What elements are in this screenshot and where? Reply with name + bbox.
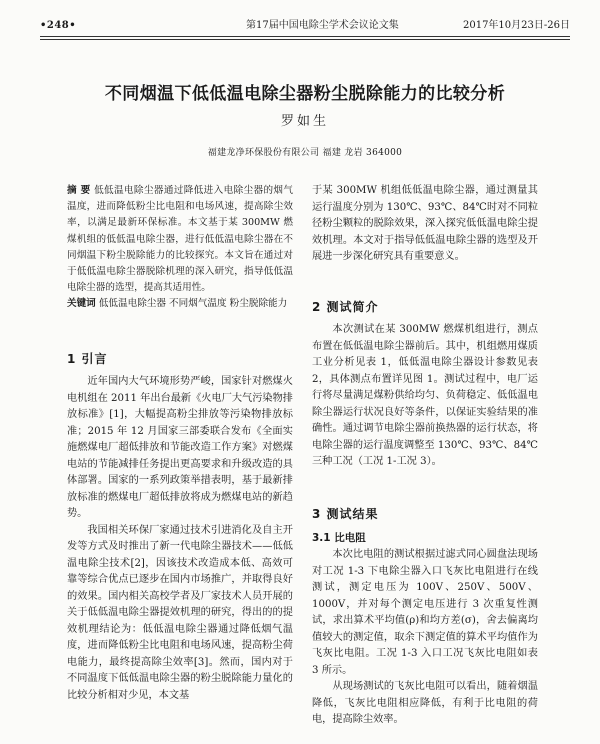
author-affiliation: 福建龙净环保股份有限公司 福建 龙岩 364000: [207, 148, 403, 158]
keywords-text: 低低温电除尘器 不同烟气温度 粉尘脱除能力: [98, 298, 288, 310]
section-1-paragraph: 近年国内大气环境形势严峻，国家针对燃煤火电机组在 2011 年出台最新《火电厂大气污染物排放标准》[1]，大幅提高粉尘排放等污染物排放标准；2015 年 12 月国家三部委联合发布《全面实施燃煤电厂超低排放和节能改造工作方案》对燃煤电站的节能减排任务提出更高要求和升级改造的具体部署。国家的一系列政策举措表明，基于最新排放标准的燃煤电厂超低排放将成为燃煤电站的新趋势。: [67, 376, 293, 519]
conference-title: 第17届中国电除尘学术会议论文集: [246, 20, 399, 31]
header-rule-top: [40, 36, 570, 37]
article-title: 不同烟温下低低温电除尘器粉尘脱除能力的比较分析: [104, 84, 506, 104]
abstract-label: 摘 要: [67, 185, 91, 196]
article-author: 罗如生: [280, 114, 329, 129]
running-header: [40, 18, 570, 34]
subsection-3-1-heading: 3.1 比电阻: [312, 532, 366, 544]
intro-continuation: [312, 183, 538, 266]
abstract-text: 低低温电除尘器通过降低进入电除尘器的烟气温度，进而降低粉尘比电阻和电场风速，提高除尘效率，以满足最新环保标准。本文基于某 300MW 燃煤机组的低低温电除尘器，进行低低温电除尘器在不同烟温下粉尘脱除能力的比较探究。本文旨在通过对于低低温电除尘器脱除机理的深入研究，指导低低温电除尘器的选型，提高其适用性。: [67, 185, 293, 294]
intro-continuation-text: 于某 300MW 机组低低温电除尘器，通过测量其运行温度分别为 130℃、93℃、84℃时对不同粒径粉尘颗粒的脱除效果，深入探究低低温电除尘提效机理。本文对于指导低低温电除尘器的选型及开展进一步深化研究具有重要意义。: [312, 185, 538, 262]
keywords-label: 关键词: [67, 298, 96, 310]
section-1-paragraph: 我国相关环保厂家通过技术引进消化及自主开发等方式及时推出了新一代电除尘器技术——低低温电除尘技术[2]，因该技术改造成本低、高效可靠等综合优点已逐步在国内市场推广，并取得良好的效果。国内相关高校学者及厂家技术人员开展的关于低低温电除尘器提效机理的研究，得出的的提效机理结论为：低低温电除尘器通过降低烟气温度，进而降低粉尘比电阻和电场风速，提高粉尘荷电能力，最终提高除尘效率[3]。然而，国内对于不同温度下低低温电除尘器的粉尘脱除能力量化的比较分析相对少见，本文基: [67, 524, 293, 701]
section-3-body: [312, 547, 538, 729]
page-number: •248•: [40, 20, 77, 31]
section-2-paragraph: 本次测试在某 300MW 燃煤机组进行，测点布置在低低温电除尘器前后。其中，机组燃用煤质工业分析见表 1，低低温电除尘器设计参数见表 2，具体测点布置详见图 1。测试过程中，电厂运行将尽量满足煤粉供给均匀、负荷稳定、低低温电除尘器运行状况良好等条件，以保证实验结果的准确性。通过调节电除尘器前换热器的运行状态，将电除尘器的运行温度调整至 130℃、93℃、84℃三种工况（工况 1-工况 3）。: [312, 324, 538, 467]
section-3-paragraph: 从现场测试的飞灰比电阻可以看出，随着烟温降低，飞灰比电阻相应降低，有利于比电阻的荷电，提高除尘效率。: [312, 681, 538, 725]
conference-date: 2017年10月23日-26日: [462, 20, 570, 31]
section-2-body: [312, 322, 538, 471]
header-rule-bottom: [40, 39, 570, 40]
section-1-body: [67, 374, 293, 704]
section-3-paragraph: 本次比电阻的测试根据过滤式同心圆盘法现场对工况 1-3 下电除尘器入口飞灰比电阻进行在线测试，测定电压为 100V、250V、500V、1000V，并对每个测定电压进行 3 次重复性测试，求出算术平均值(ρ)和均方差(σ)，舍去偏离均值较大的测定值，取余下测定值的算术平均值作为飞灰比电阻。工况 1-3 入口工况飞灰比电阻如表 3 所示。: [312, 549, 538, 676]
section-2-heading: 2 测试简介: [312, 300, 379, 314]
section-3-heading: 3 测试结果: [312, 507, 379, 521]
section-1-heading: 1 引言: [67, 352, 108, 366]
abstract-block: [67, 183, 293, 313]
